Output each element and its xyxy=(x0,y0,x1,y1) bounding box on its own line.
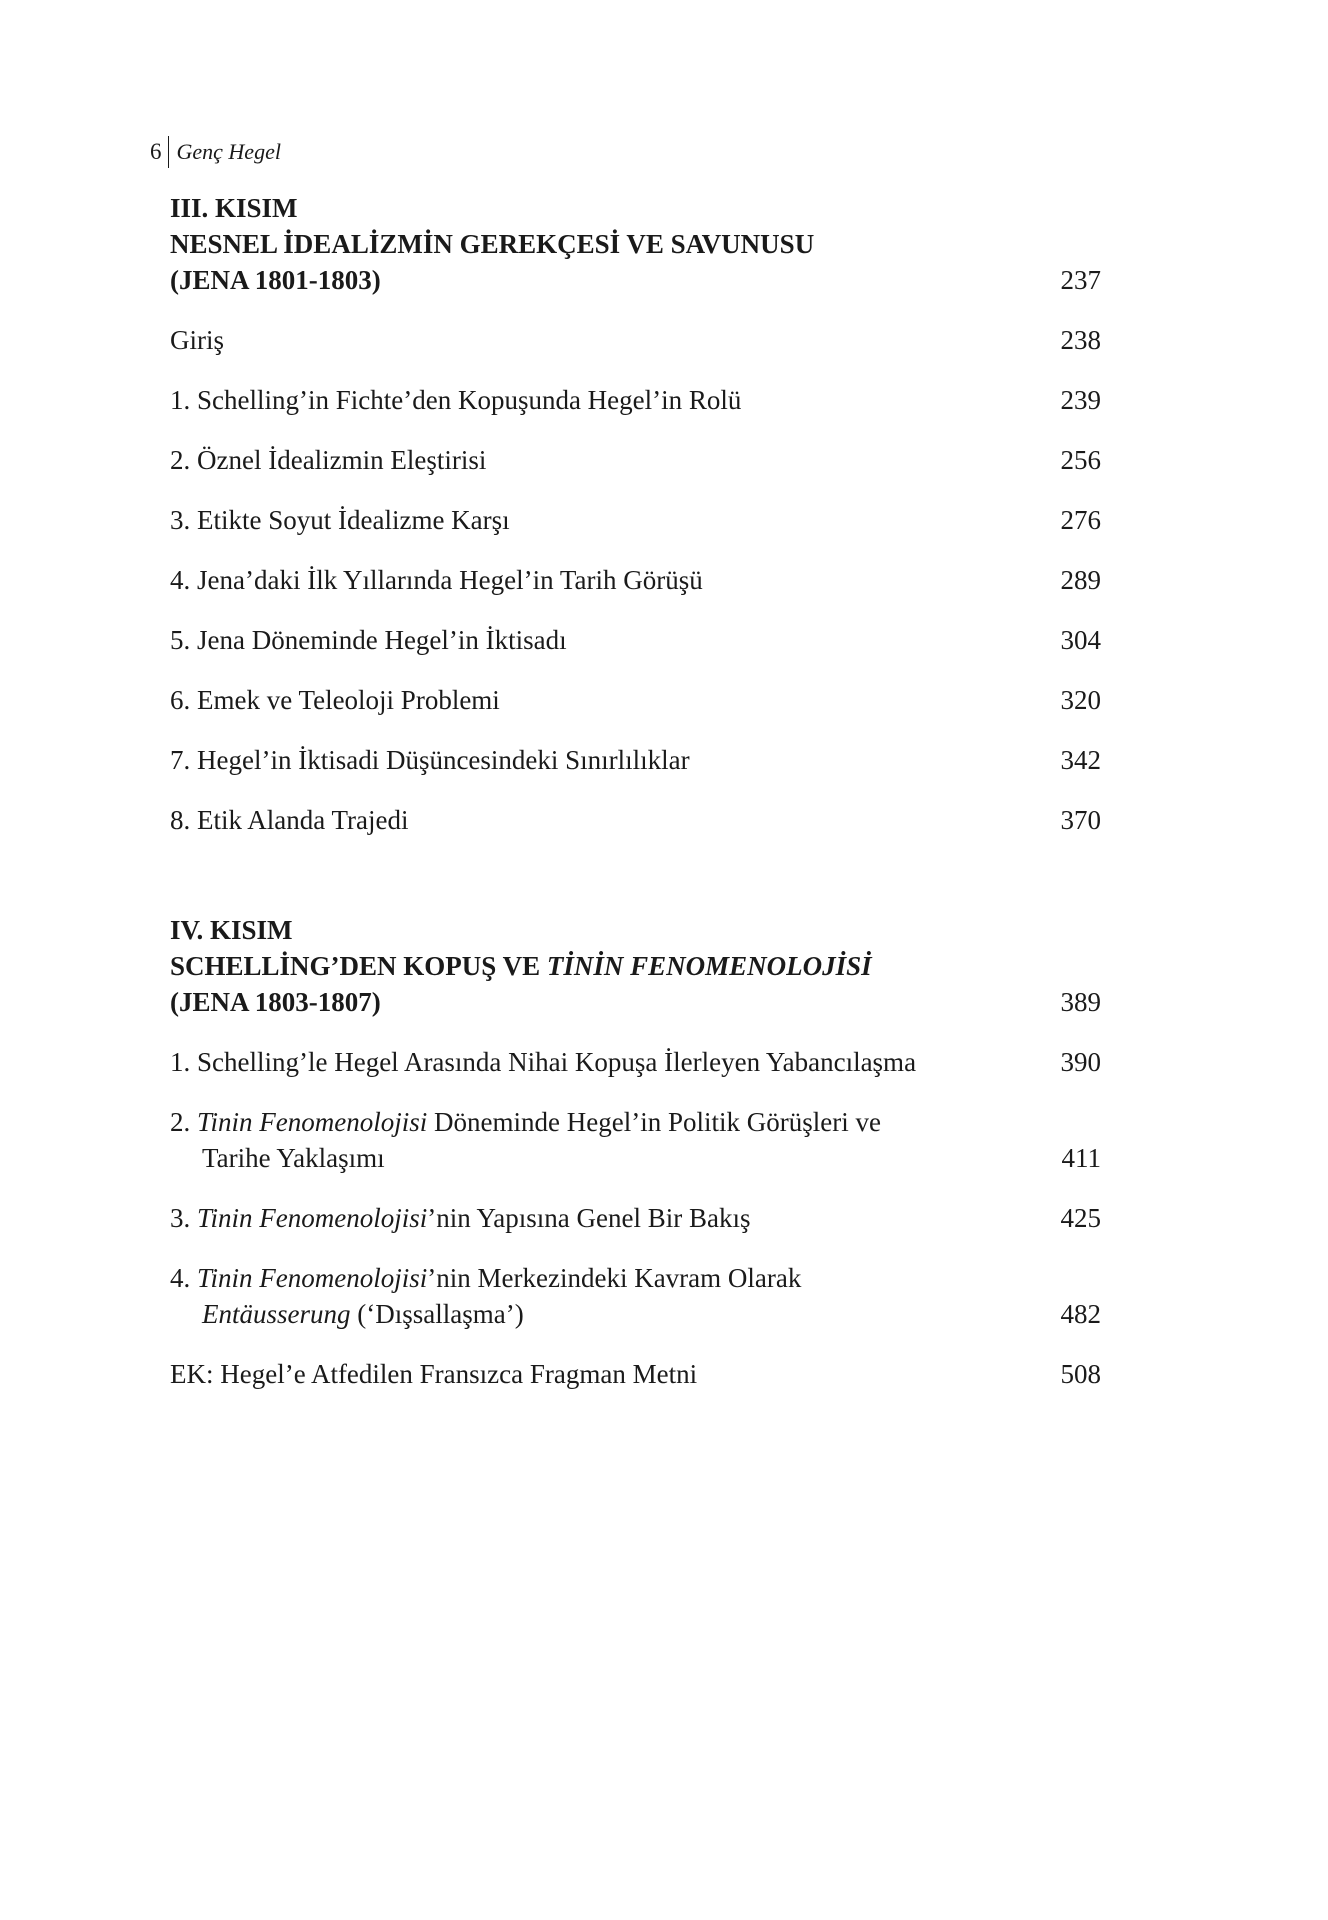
part4-heading-2b: TİNİN FENOMENOLOJİSİ xyxy=(546,951,872,981)
toc-entry-page: 320 xyxy=(1060,685,1101,715)
toc-entry xyxy=(170,502,1101,538)
toc-entry-title: Döneminde Hegel’in Politik Görüşleri ve xyxy=(427,1107,881,1137)
toc-entry-title: 5. Jena Döneminde Hegel’in İktisadı xyxy=(170,625,567,655)
toc-entry xyxy=(170,622,1101,658)
toc-entry-page: 411 xyxy=(1061,1143,1101,1173)
part3-page: 237 xyxy=(1060,265,1101,295)
toc-entry-page: 508 xyxy=(1060,1359,1101,1389)
toc-entry-title-cont xyxy=(202,1296,524,1332)
toc-entry-page: 239 xyxy=(1060,385,1101,415)
part4-heading-3 xyxy=(170,984,1101,1020)
toc-entry xyxy=(170,562,1101,598)
running-head xyxy=(150,136,281,168)
part3-heading-1: III. KISIM xyxy=(170,193,298,223)
toc-entry-line-1 xyxy=(170,1104,1101,1140)
table-of-contents xyxy=(170,190,1101,1392)
toc-entry-line-1 xyxy=(170,1260,1101,1296)
toc-entry-line-2 xyxy=(170,1296,1101,1332)
toc-entry-title: 1. Schelling’in Fichte’den Kopuşunda Hegel’in Rolü xyxy=(170,385,742,415)
toc-entry-page: 256 xyxy=(1060,445,1101,475)
part4-heading-2 xyxy=(170,948,1101,984)
toc-entry-page: 289 xyxy=(1060,565,1101,595)
toc-entry-title: 8. Etik Alanda Trajedi xyxy=(170,805,409,835)
toc-entry-number: 4. xyxy=(170,1263,197,1293)
toc-entry xyxy=(170,442,1101,478)
toc-entry-page: 276 xyxy=(1060,505,1101,535)
part3-entries xyxy=(170,322,1101,838)
toc-entry-gloss: (‘Dışsallaşma’) xyxy=(350,1299,524,1329)
toc-entry xyxy=(170,1044,1101,1080)
toc-entry-title: 1. Schelling’le Hegel Arasında Nihai Kopuşa İlerleyen Yabancılaşma xyxy=(170,1047,917,1077)
toc-entry-page: 238 xyxy=(1060,325,1101,355)
toc-entry-title: 7. Hegel’in İktisadi Düşüncesindeki Sınırlılıklar xyxy=(170,745,690,775)
toc-entry-page: 304 xyxy=(1060,625,1101,655)
toc-entry xyxy=(170,1104,1101,1176)
toc-entry xyxy=(170,322,1101,358)
toc-entry-italic-title: Tinin Fenomenolojisi xyxy=(197,1203,428,1233)
toc-entry xyxy=(170,682,1101,718)
part4-page: 389 xyxy=(1060,987,1101,1017)
toc-entry-title: 3. Etikte Soyut İdealizme Karşı xyxy=(170,505,510,535)
toc-entry xyxy=(170,802,1101,838)
toc-entry-title: 4. Jena’daki İlk Yıllarında Hegel’in Tarih Görüşü xyxy=(170,565,703,595)
part4-heading-2a: SCHELLİNG’DEN KOPUŞ VE xyxy=(170,951,547,981)
toc-entry xyxy=(170,742,1101,778)
book-title: Genç Hegel xyxy=(176,139,281,164)
toc-entry-page: 370 xyxy=(1060,805,1101,835)
toc-entry-appendix xyxy=(170,1356,1101,1392)
toc-entry-number: 2. xyxy=(170,1107,197,1137)
toc-entry xyxy=(170,382,1101,418)
toc-entry xyxy=(170,1260,1101,1332)
toc-entry-title-cont: Tarihe Yaklaşımı xyxy=(202,1143,385,1173)
part4-dates: (JENA 1803-1807) xyxy=(170,987,381,1017)
toc-entry-page: 425 xyxy=(1060,1203,1101,1233)
toc-entry-page: 342 xyxy=(1060,745,1101,775)
toc-entry-italic-term: Entäusserung xyxy=(202,1299,351,1329)
toc-entry-title-group xyxy=(170,1200,751,1236)
toc-entry-title: 2. Öznel İdealizmin Eleştirisi xyxy=(170,445,487,475)
toc-entry-title: Giriş xyxy=(170,325,224,355)
toc-entry-italic-title: Tinin Fenomenolojisi xyxy=(197,1107,428,1137)
toc-entry-title: EK: Hegel’e Atfedilen Fransızca Fragman Metni xyxy=(170,1359,698,1389)
toc-entry-page: 390 xyxy=(1060,1047,1101,1077)
part3-dates: (JENA 1801-1803) xyxy=(170,265,381,295)
part4-heading-1: IV. KISIM xyxy=(170,915,293,945)
toc-entry-page: 482 xyxy=(1060,1299,1101,1329)
toc-entry-line-2 xyxy=(170,1140,1101,1176)
toc-entry xyxy=(170,1200,1101,1236)
page-number: 6 xyxy=(150,139,162,164)
toc-entry-title: ’nin Yapısına Genel Bir Bakış xyxy=(427,1203,751,1233)
toc-entry-title: ’nin Merkezindeki Kavram Olarak xyxy=(427,1263,802,1293)
toc-entry-italic-title: Tinin Fenomenolojisi xyxy=(197,1263,428,1293)
part3-heading-2: NESNEL İDEALİZMİN GEREKÇESİ VE SAVUNUSU xyxy=(170,229,815,259)
part3-heading-3 xyxy=(170,262,1101,298)
toc-entry-number: 3. xyxy=(170,1203,197,1233)
toc-entry-title: 6. Emek ve Teleoloji Problemi xyxy=(170,685,500,715)
